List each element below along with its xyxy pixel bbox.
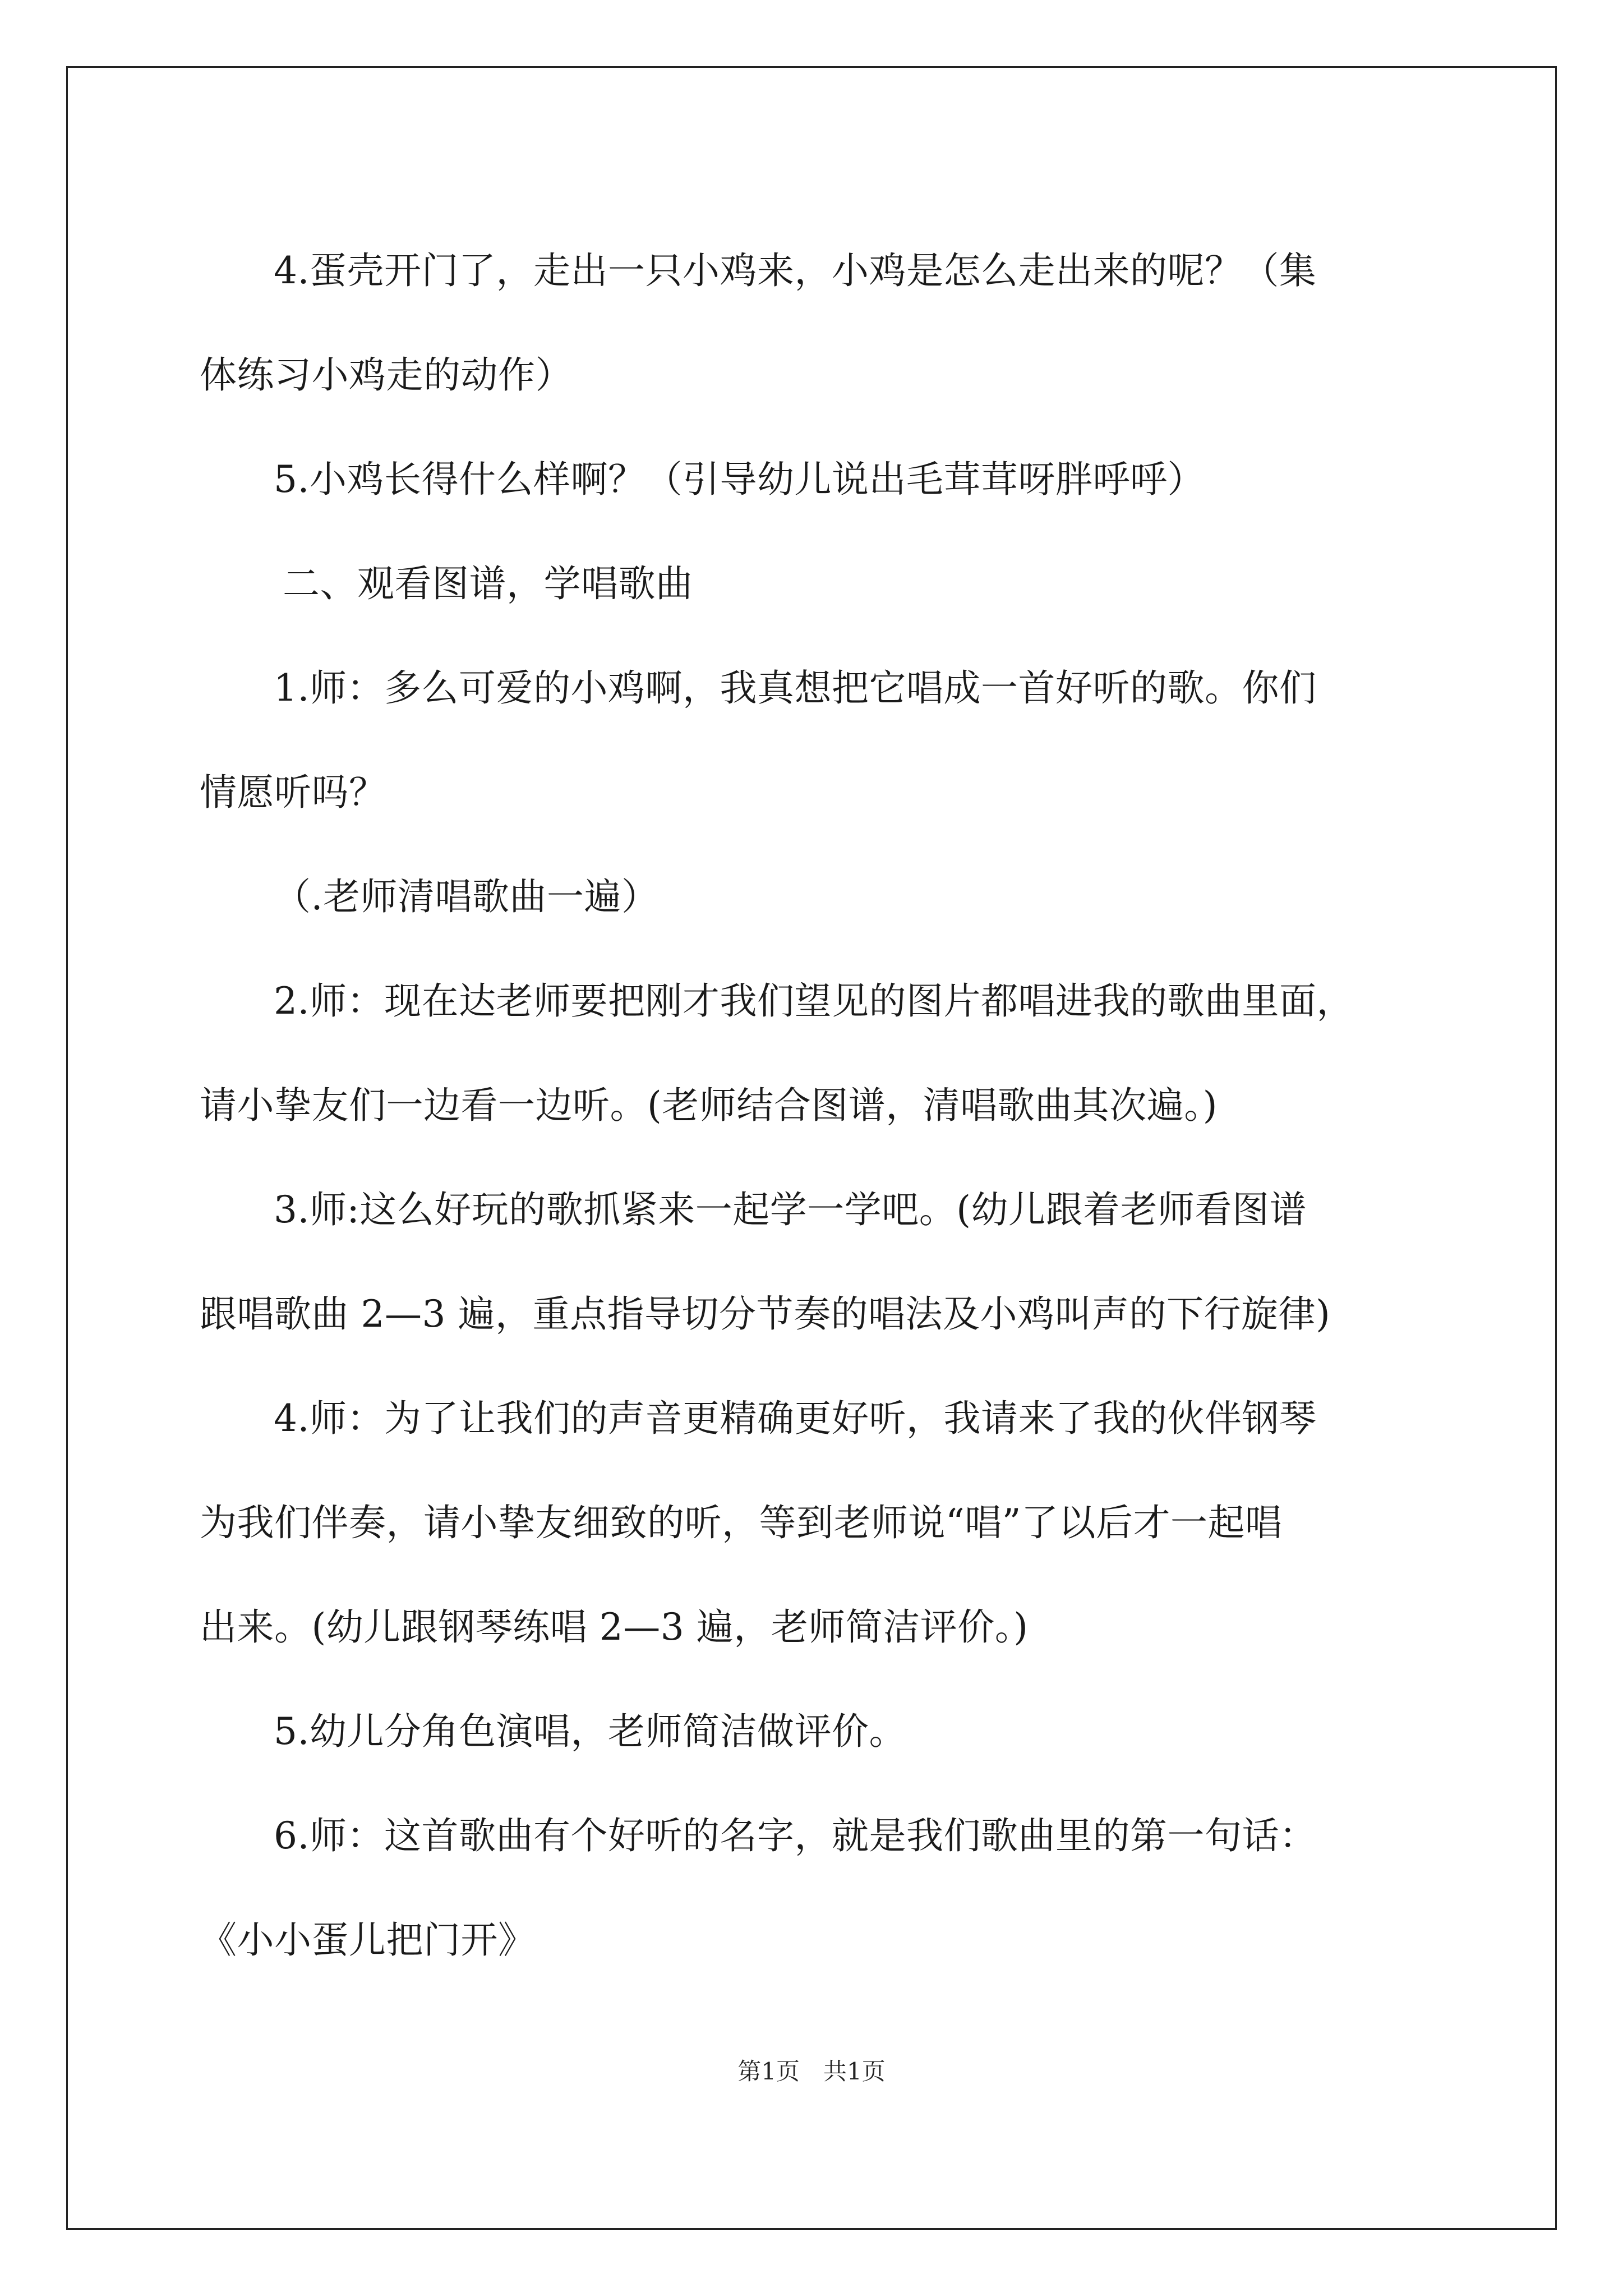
- document-body: [200, 219, 1433, 1993]
- paragraph-line: 请小挚友们一边看一边听。(老师结合图谱，清唱歌曲其次遍。): [200, 1084, 1218, 1127]
- paragraph-line: 为我们伴奏，请小挚友细致的听，等到老师说“唱”了以后才一起唱: [200, 1501, 1283, 1544]
- paragraph-line: 5.小鸡长得什么样啊？（引导幼儿说出毛茸茸呀胖呼呼）: [274, 458, 1205, 501]
- paragraph-line: 6.师：这首歌曲有个好听的名字，就是我们歌曲里的第一句话：: [274, 1814, 1317, 1857]
- paragraph-line: 3.师:这么好玩的歌抓紧来一起学一学吧。(幼儿跟着老师看图谱: [274, 1188, 1307, 1231]
- section-heading: 二、观看图谱，学唱歌曲: [283, 562, 693, 605]
- paragraph-line: 跟唱歌曲 2—3 遍，重点指导切分节奏的唱法及小鸡叫声的下行旋律): [200, 1292, 1331, 1336]
- paragraph-line: 体练习小鸡走的动作）: [200, 353, 573, 397]
- page-number-footer: 第1页 共1页: [737, 2058, 886, 2085]
- paragraph-line: 出来。(幼儿跟钢琴练唱 2—3 遍，老师简洁评价。): [200, 1605, 1029, 1649]
- paragraph-line: 2.师：现在达老师要把刚才我们望见的图片都唱进我的歌曲里面，: [274, 979, 1354, 1023]
- paragraph-line: 情愿听吗？: [200, 771, 386, 814]
- song-title-line: 《小小蛋儿把门开》: [200, 1918, 536, 1962]
- paragraph-line: 4.蛋壳开门了，走出一只小鸡来，小鸡是怎么走出来的呢？（集: [274, 249, 1317, 292]
- paragraph-line: 4.师：为了让我们的声音更精确更好听，我请来了我的伙伴钢琴: [274, 1397, 1317, 1440]
- paragraph-line: 5.幼儿分角色演唱，老师简洁做评价。: [274, 1710, 906, 1753]
- paragraph-line: 1.师：多么可爱的小鸡啊，我真想把它唱成一首好听的歌。你们: [274, 666, 1317, 710]
- paragraph-line: （.老师清唱歌曲一遍）: [274, 875, 659, 918]
